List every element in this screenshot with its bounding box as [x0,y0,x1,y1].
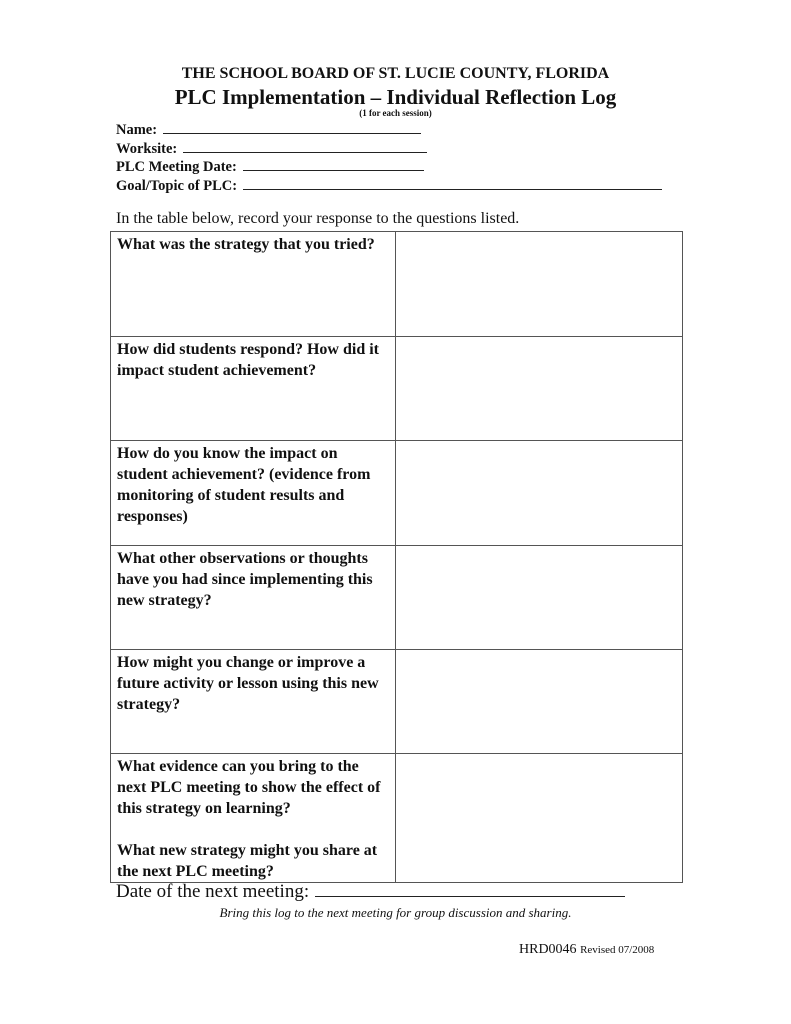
page-title: PLC Implementation – Individual Reflection Log [174,85,617,109]
question-cell [111,650,396,754]
question-cell [111,546,396,650]
page-subtitle: (1 for each session) [359,108,432,118]
table-row [111,337,683,441]
question-text: How do you know the impact on student achievement? (evidence from monitoring of student results and responses) [117,445,371,525]
reflection-table [110,231,683,883]
question-cell [111,441,396,546]
table-row [111,650,683,754]
response-cell[interactable] [396,650,683,754]
response-cell[interactable] [396,441,683,546]
next-meeting-date-field[interactable] [315,882,625,897]
response-cell[interactable] [396,754,683,883]
goal-topic-field-row [116,177,662,196]
question-text: What new strategy might you share at the next PLC meeting? [117,842,378,880]
name-field-row [116,121,662,140]
name-field[interactable] [163,121,421,134]
worksite-field-row [116,140,662,159]
meeting-date-label: PLC Meeting Date: [116,159,237,175]
organization-title: THE SCHOOL BOARD OF ST. LUCIE COUNTY, FLORIDA [181,65,610,82]
worksite-field[interactable] [183,140,427,153]
table-row [111,232,683,337]
question-text: What evidence can you bring to the next PLC meeting to show the effect of this strategy on learning? [117,758,381,817]
goal-topic-label: Goal/Topic of PLC: [116,177,238,194]
next-meeting-row [116,881,625,903]
header-fields [116,121,662,195]
question-cell [111,337,396,441]
next-meeting-label: Date of the next meeting: [116,881,310,902]
question-text: What other observations or thoughts have you had since implementing this new strategy? [117,550,373,609]
question-text: How did students respond? How did it impact student achievement? [117,341,379,379]
response-cell[interactable] [396,546,683,650]
meeting-date-field[interactable] [243,158,424,171]
footnote-text: Bring this log to the next meeting for group discussion and sharing. [219,905,572,920]
response-cell[interactable] [396,232,683,337]
worksite-label: Worksite: [116,140,178,157]
question-text: What was the strategy that you tried? [117,236,375,253]
instructions-text: In the table below, record your response to the questions listed. [116,210,520,227]
table-row [111,754,683,883]
name-label: Name: [116,122,158,138]
question-cell [111,232,396,337]
table-row [111,546,683,650]
response-cell[interactable] [396,337,683,441]
question-text: How might you change or improve a future activity or lesson using this new strategy? [117,654,379,713]
form-revision-date: Revised 07/2008 [580,944,655,956]
question-cell [111,754,396,883]
form-code [519,942,654,958]
form-code-number: HRD0046 [519,942,577,957]
meeting-date-field-row [116,158,662,177]
table-row [111,441,683,546]
goal-topic-field[interactable] [243,177,662,190]
